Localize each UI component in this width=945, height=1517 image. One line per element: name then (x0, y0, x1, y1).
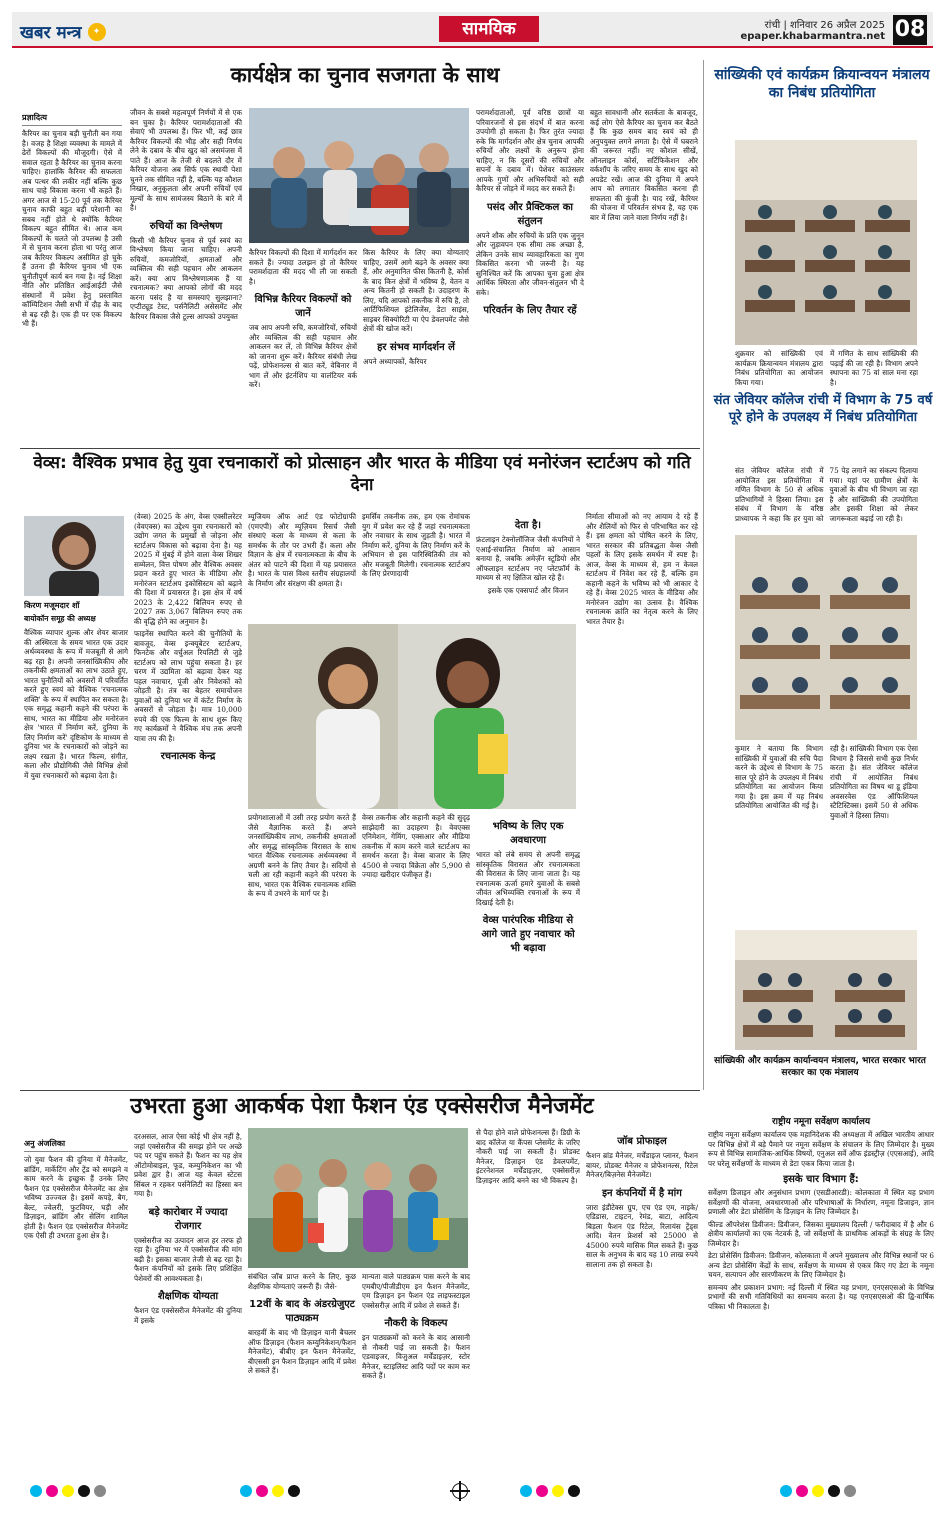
article2-pullquote: वेव्स पारंपरिक मीडिया से आगे जाते हुए नवाचार को भी बढ़ावा (481, 915, 575, 954)
color-dot (552, 1485, 564, 1497)
article2-col5 (476, 512, 580, 620)
registration-marks-right (520, 1485, 580, 1497)
article1-text: जब आप अपनी रुचि, कमजोरियों, रुचियों और व्यक्तित्व की सही पहचान और आकलन कर लें, तो विभिन्न कैरियर क्षेत्रों को जानना शुरू करें। कैरियर संबंधी लेख पढ़ें, प्रोफेशनल्स से बात करें, वेबिनार में भाग लें और इंटर्नशिप या वालंटियर वर्क करें। (249, 323, 357, 389)
article2-text: देता है। (514, 520, 542, 531)
article3-text: फैशन ब्रांड मैनेजर, मर्चेंडाइज प्लानर, फैशन बायर, प्रोडक्ट मैनेजर व प्रोफेशनल्स, रिटेल मैनेजर/बिज़नेस मैनेजमेंट। (586, 1151, 698, 1179)
article2-col5b (476, 813, 580, 1063)
sidebar1-headline: सांख्यिकी एवं कार्यक्रम क्रियान्वयन मंत्रालय का निबंध प्रतियोगिता (714, 67, 930, 102)
article2-col4: इमर्सिव तकनीक तक, हम एक रोमांचक युग में प्रवेश कर रहे हैं जहां रचनात्मकता और नवाचार के साथ जुड़ती है। भारत में निर्माण करें, दुनिया के लिए निर्माण करें के अभियान से इस पारिस्थितिकी तंत्र को और मजबूती मिलेगी। रचनात्मक स्टार्टअप के लिए प्रेरणादायी (362, 512, 470, 578)
article1-text: किसी भी कैरियर चुनाव से पूर्व स्वयं का विश्लेषण किया जाना चाहिए। अपनी रुचियों, कमजोरियों, क्षमताओं और व्यक्तित्व की सही पहचान और आकलन करें। क्या आप विश्लेषणात्मक हैं या रचनात्मक? क्या आपको लोगों की मदद करना पसंद है या समस्याएं सुलझाना? एप्टीट्यूड टेस्ट, पर्सनैलिटी असेसमेंट और कैरियर विकास जैसे टूल्स आपको उपयुक्त (130, 235, 242, 321)
article1-text: जीवन के सबसे महत्वपूर्ण निर्णयों में से एक बन चुका है। कैरियर परामर्शदाताओं की सेवाएं भी उपलब्ध हैं। फिर भी, कई छात्र कैरियर विकल्पों की भीड़ और सही निर्णय लेने के दबाव के बीच खुद को असमंजस में पाते हैं। आज के तेजी से बदलते दौर में कैरियर योजना अब सिर्फ एक स्थायी पेशा चुनने तक सीमित नहीं है, बल्कि यह कौशल निखार, अनुकूलता और अपनी रुचियों एवं मूल्यों के साथ सामंजस्य बिठाने के बारे में है। (130, 108, 242, 212)
article2-text: फ्रंटलाइन टेक्नोलॉजिज जैसी कंपनियों ने एआई-संचालित निर्माण को आसान बनाया है, जबकि अमेज़ॅन स्टूडियो और ऑफलाइन स्टार्टअप नए प्लेटफ़ॉर्म के माध्यम से नए क्षितिज खोल रहे हैं। (476, 535, 580, 582)
color-dot (828, 1485, 840, 1497)
article2-col6: निर्माता सीमाओं को नए आयाम दे रहे हैं और शैलियों को फिर से परिभाषित कर रहे हैं। इस क्षमता को पोषित करने के लिए, भारत सरकार की प्रतिबद्धता वेव्स जैसी पहलों के लिए इसके समर्थन में स्पष्ट है। आज, वेव्स के माध्यम से, हम न केवल स्टार्टअप में निवेश कर रहे हैं, बल्कि हम कहानी कहने के भविष्य को भी आकार दे रहे हैं। वेव्स 2025 भारत के मीडिया और मनोरंजन उद्योग का उत्सव है। वैश्विक रचनात्मक क्रांति का नेतृत्व करने के लिए भारत तैयार है। (586, 512, 698, 626)
date-line: रांची | शनिवार 26 अप्रैल 2025 (764, 20, 885, 31)
sidebar2-text: समन्वय और प्रकाशन प्रभाग: नई दिल्ली में स्थित यह प्रभाग, एनएसएसओ के विभिन्न प्रभागों की सभी गतिविधियों का समन्वय करता है। यह एनएसएसओ की द्वि-वार्षिक पत्रिका भी निकालता है। (708, 1282, 934, 1311)
brand-circle-icon: ✦ (88, 23, 106, 41)
article3-text: जो युवा फैशन की दुनिया में मैनेजमेंट, ब्रांडिंग, मार्केटिंग और ट्रेंड को समझने व काम करने के इच्छुक हैं उनके लिए फैशन एंड एक्सेसरीज मैनेजमेंट का क्षेत्र भविष्य उज्ज्वल है। इसमें कपड़े, बैग, बेल्ट, ज्वेलरी, फुटवियर, घड़ी और डिज़ाइन, ब्रांडिंग और सेलिंग शामिल होती है। फैशन एंड एक्सेसरीज मैनेजमेंट एक ऐसी ही उभरता हुआ क्षेत्र है। (24, 1155, 128, 1240)
article1-text: परामर्शदाताओं, पूर्व वरिष्ठ छात्रों या परिवारजनों से इस संदर्भ में बात करना उपयोगी हो सकता है। फिर तुरंत ज्यादा रुके कि मार्गदर्शन और क्षेत्र चुनाव आपकी रुचियों और लक्ष्यों के अनुरूप होना चाहिए, न कि दूसरों की रुचियों और सपनों के दबाव में। पेशेवर काउंसलर आपके गुणों और अभिरुचियों को सही कैरियर से जोड़ने में मदद कर सकते हैं। (476, 108, 584, 193)
page-number: 08 (893, 15, 927, 45)
article1-subhead: पसंद और प्रैक्टिकल का संतुलन (486, 201, 573, 227)
sidebar2-text: राष्ट्रीय नमूना सर्वेक्षण कार्यालय एक महानिदेशक की अध्यक्षता में अखिल भारतीय आधार पर विभिन्न क्षेत्रों में बड़े पैमाने पर नमूना सर्वेक्षण के संचालन के लिए जिम्मेदार है। मुख्य रूप से विभिन्न सामाजिक-आर्थिक विषयों, एनुअल सर्वे ऑफ इंडस्ट्रीज़ (एएसआई), आदि पर घरेलू सर्वेक्षणों के माध्यम से डेटा एकत्र किया जाता है। (708, 1130, 934, 1168)
color-dot (272, 1485, 284, 1497)
section-divider (20, 1090, 700, 1091)
article1-byline: प्रज्ञादित्य (22, 112, 122, 126)
article2-signoff: रचनात्मक केन्द्र (160, 751, 216, 762)
article3-text: जारा इंडीटेक्स ग्रुप, एच एंड एम, नाइके/एडिडास, टाइटन, रेमंड, बाटा, आदित्य बिड़ला फैशन एंड रिटेल, रिलायंस ट्रेंड्स आदि। वेतन फ्रेशर्स को 25000 से 45000 रुपये मासिक मिल सकते हैं। कुछ साल के अनुभव के बाद यह 10 लाख रुपये सालाना तक हो सकता है। (586, 1202, 698, 1269)
article3-subhead: 12वीं के बाद के अंडरग्रेजुएट पाठ्यक्रम (249, 1299, 355, 1324)
article3-text: फैशन एंड एक्सेसरीज मैनेजमेंट की दुनिया में इसके (134, 1306, 242, 1325)
column-divider (703, 60, 704, 1090)
sidebar2-subhead: इसके चार विभाग हैं: (783, 1174, 859, 1185)
article2-col3: म्यूजियम ऑफ आर्ट एंड फोटोग्राफी (एमएपी) और म्यूज़ियम रिसर्च जैसी संस्थाएं कला के माध्यम से कला के समर्थक के तौर पर उभरी हैं। कला और विज्ञान के क्षेत्र में रचनात्मकता के बीच के अंतर को पाटने की दिशा में यह प्रयासरत है। भारत के पास विश्व स्तरीय संग्रहालयों के निर्माण और संरक्षण की क्षमता है। (248, 512, 356, 588)
sidebar1-caption: रही है। सांख्यिकी विभाग एक ऐसा विभाग है जिससे सभी कुछ निर्भर करता है। संत जेवियर कॉलेज रांची में आयोजित निबंध प्रतियोगिता का विषय था डू इंडिया अवसरवेस एंड ऑफिशियल स्टैटिस्टिक्स। इसमें 50 से अधिक युवाओं ने हिस्सा लिया। (830, 744, 918, 820)
color-dot (46, 1485, 58, 1497)
article2-col4b: वेव्स तकनीक और कहानी कहने की सुदृढ़ साझेदारी का उदाहरण है। वेवएक्स एनिमेशन, गेमिंग, एक्सआर और मीडिया तकनीक में काम करने वाले स्टार्टअप का समर्थन करता है। वेव्स बाजार के लिए 4500 से ज्यादा विक्रेता और 5,900 से ज्यादा खरीदार पंजीकृत हैं। (362, 813, 470, 879)
color-dot (536, 1485, 548, 1497)
article1-text: कैरियर का चुनाव बड़ी चुनौती बन गया है। वजह है शिक्षा व्यवस्था के मामले में ढेरों विकल्पों की मौजूदगी। ऐसे में सवाल रहता है कैरियर का चुनाव करना चाहिए। हालांकि कैरियर की सफलता अब पत्थर की लकीर नहीं बल्कि कुछ साथ चाहे विकास करना भी कहते हैं। अगर आज से 15-20 पूर्व तक कैरियर चुनाव काफी बहुत बड़ी परेशानी का सबब नहीं होते थे क्योंकि कैरियर विकल्प बहुत सीमित थे। आज कम विकल्पों के चलते जो उपलब्ध है उसी में से चुनाव करना होता था परंतु आज जब कैरियर विकल्प असीमित हो चुके हैं उतना ही कैरियर चुनाव भी एक चुनौतीपूर्ण कार्य बन गया है। नई शिक्षा नीति और प्रतिष्ठित आईआईटी जैसे संस्थानों में प्रवेश हेतु प्रस्तावित कॉम्पिटिशन जैसी सभी में दौड़ के बाद से बढ़ रही है। एक ही पर एक विकल्प भी हैं। (22, 129, 122, 328)
article3-text: संबंधित जॉब प्राप्त करने के लिए, कुछ शैक्षणिक योग्यताएं जरूरी हैं। जैसे- (248, 1272, 356, 1291)
color-dot (94, 1485, 106, 1497)
exam-hall-photo (735, 140, 917, 345)
article3-subhead: नौकरी के विकल्प (384, 1318, 448, 1329)
article3-text: मान्यता वाले पाठ्यक्रम पास करने के बाद एमबीए/पीजीडीएम इन फैशन मैनेजमेंट, एम डिज़ाइन इन फैशन एंड लाइफस्टाइल एक्सेसरीज़ आदि में प्रवेश ले सकते हैं। (362, 1272, 470, 1310)
article2-headline: वेव्स: वैश्विक प्रभाव हेतु युवा रचनाकारों को प्रोत्साहन और भारत के मीडिया एवं मनोरंजन स्टार्टअप को गति देना (33, 453, 691, 496)
crosshair-icon (452, 1483, 468, 1499)
sidebar2-header: राष्ट्रीय नमूना सर्वेक्षण कार्यालय (771, 1117, 871, 1127)
article1-text: बहुत सावधानी और सतर्कता के बावजूद, कई लोग ऐसे कैरियर का चुनाव कर बैठते हैं कि कुछ समय बाद स्वयं को ही अनुपयुक्त लगने लगता है। ऐसे में घबराने की जरूरत नहीं। नए कौशल सीखें, ऑनलाइन कोर्स, सर्टिफिकेशन और वर्कशॉप के जरिए समय के साथ खुद को अपडेट रखें। आज की दुनिया में अपने आप को लगातार विकसित करना ही सफलता की कुंजी है। याद रखें, कैरियर की योजना में परिवर्तन संभव है, यह एक बार में लिया जाने वाला निर्णय नहीं है। (590, 108, 698, 222)
young-women-photo (248, 624, 576, 809)
article1-col2 (130, 108, 242, 443)
masthead (12, 12, 933, 48)
article3-subhead: बड़े कारोबार में ज्यादा रोजगार (148, 1206, 228, 1232)
article3-col6 (586, 1128, 698, 1462)
article1-col1 (22, 112, 122, 442)
article2-text: फाइनेंस स्थापित करने की चुनौतियों के बावजूद, वेव्स इन्क्यूबेटर स्टार्टअप, फिनटेक और वर्चुअल रियलिटी से जुड़े स्टार्टअप को लाभ पहुंचा सकता है। हर चरण में उद्यमिता को बढ़ावा देकर यह पहल नवाचार, पूंजी और निवेशकों को जोड़ती है। तंत्र का बेहतर समायोजन युवाओं को दुनिया भर में कंटेंट निर्माण के अवसरों से जोड़ता है। मात्र 10,000 रुपये की एक फिल्म के साथ शुरू किए गए कार्यक्रमों ने वैश्विक मंच तक अपनी यात्रा तय की है। (134, 629, 242, 743)
article3-col1 (24, 1138, 128, 1458)
article1-col4 (363, 248, 469, 443)
article3-col5: से पैदा होने वाले प्रोफेशनल्स हैं। डिग्री के बाद कॉलेज या कैंपस प्लेसमेंट के जरिए नौकरी पाई जा सकती है। प्रोडक्ट मैनेजर, डिज़ाइन एंड डेवलपमेंट, इंटरनेशनल मर्चेंडाइज़र, एक्सेसरीज़ डिज़ाइनर आदि बनने का भी विकल्प है। (476, 1128, 580, 1185)
article1-col6 (590, 108, 698, 443)
sidebar2-text: डेटा प्रोसेसिंग डिवीजन: डिवीजन, कोलकाता में अपने मुख्यालय और विभिन्न स्थानों पर 6 अन्य डेटा प्रोसेसिंग केंद्रों के साथ, सर्वेक्षण के माध्यम से एकत्र किए गए डेटा के नमूना चयन, सत्यापन और सारणीकरण के लिए जिम्मेदार है। (708, 1251, 934, 1279)
color-dot (62, 1485, 74, 1497)
article3-headline: उभरता हुआ आकर्षक पेशा फैशन एंड एक्सेसरीज मैनेजमेंट (130, 1094, 594, 1119)
article2-text: (वेव्स) 2025 के अंग, वेव्स एक्सीलरेटर (वेवएक्स) का उद्देश्य युवा रचनाकारों को उद्योग जगत के प्रमुखों से जोड़ना और स्टार्टअप विकास को बढ़ावा देना है। यह 2025 में मुंबई में होने वाला वेव्स शिखर सम्मेलन, वित्त पोषण और वैश्विक अवसर प्रदान करते हुए भारत के मीडिया और मनोरंजन स्टार्टअप इकोसिस्टम को बढ़ाने की दिशा में प्रयासरत है। इस क्षेत्र में वर्ष 2023 के 2,422 बिलियन रुपए से 2027 तक 3,067 बिलियन रुपए तक की वृद्धि होने का अनुमान है। (134, 512, 242, 626)
sidebar2-text: फील्ड ऑपरेशंस डिवीजन: डिवीजन, जिसका मुख्यालय दिल्ली / फरीदाबाद में है और 6 क्षेत्रीय कार्यालयों का एक नेटवर्क है, जो सर्वेक्षणों के प्राथमिक आंकड़ों के संग्रह के लिए जिम्मेदार है। (708, 1219, 934, 1248)
article3-subhead: शैक्षणिक योग्यता (157, 1291, 219, 1302)
article1-text: कैरियर विकल्पों की दिशा में मार्गदर्शन कर सकते हैं। ज्यादा उलझन हो तो कैरियर परामर्शदाता की मदद भी ली जा सकती है। (249, 248, 357, 286)
article1-col5 (476, 108, 584, 443)
article2-signoff: इसके एक एक्सपार्ट और विजन (487, 585, 569, 595)
article1-headline: कार्यक्षेत्र का चुनाव सजगता के साथ (230, 63, 500, 87)
article1-col3 (249, 248, 357, 443)
registration-marks-mid (240, 1485, 300, 1497)
color-dot (30, 1485, 42, 1497)
article1-subhead: हर संभव मार्गदर्शन लें (377, 341, 455, 353)
article2-text: भारत को लंबे समय से अपनी समृद्ध सांस्कृतिक विरासत और रचनात्मकता की विरासत के लिए जाना जाता है। यह रचनात्मक ऊर्जा हमारे युवाओं के सबसे जीवंत अभिव्यक्ति रचनाओं के रूप में दिखाई देती है। (476, 850, 580, 907)
article2-subhead: भविष्य के लिए एक अवधारणा (492, 821, 564, 846)
brand-name: खबर मन्त्र (20, 23, 82, 43)
sidebar1-body: संत जेवियर कॉलेज रांची में आयोजित इस प्रतियोगिता में गणित विभाग के 50 से अधिक प्रतिभागियों ने हिस्सा लिया। इस संबंध में विभाग के वरिष्ठ प्राध्यापक ने कहा कि हर युवा को 75 पेड़ लगाने का संकल्प दिलाया गया। यहां पर ग्रामीण क्षेत्रों के युवाओं के बीच भी विभाग जा रहा है और सांख्यिकी की उपयोगिता और इसकी शिक्षा को लेकर जागरूकता बढ़ाई जा रही है। (735, 466, 918, 523)
article3-text: एक्सेसरीज का उत्पादन आज हर तरफ हो रहा है। दुनिया भर में एक्सेसरीज की मांग बढ़ी है। इसका बाजार तेजी से बढ़ रहा है। फैशन कंपनियों को इसके लिए प्रशिक्षित पेशेवरों की आवश्यकता है। (134, 1235, 242, 1283)
color-dot (780, 1485, 792, 1497)
epaper-url[interactable]: epaper.khabarmantra.net (740, 31, 885, 42)
article3-byline: अनु अंजलिका (24, 1138, 128, 1152)
color-dot (568, 1485, 580, 1497)
article2-col1: वैश्विक व्यापार शुल्क और शेयर बाजार की अस्थिरता के समय भारत एक उदार अर्थव्यवस्था के रूप में मजबूती से आगे बढ़ रहा है। अपनी जनसांख्यिकीय और तकनीकी क्षमताओं का लाभ उठाते हुए, भारत चुनौतियों को अवसरों में परिवर्तित करते हुए स्वयं को वैश्विक 'रचनात्मक शक्ति' के रूप में स्थापित कर सकता है। एक समृद्ध कहानी कहने की परंपरा के साथ, भारत का मीडिया और मनोरंजन क्षेत्र 'भारत में निर्माण करें, दुनिया के लिए निर्माण करें' दृष्टिकोण के माध्यम से दुनिया भर के रचनाकारों को जोड़ने का लक्ष्य रखता है। भारत फिल्म, संगीत, कला और प्रौद्योगिकी जैसे विभिन्न क्षेत्रों में युवा रचनाकारों को बढ़ावा देता है। (24, 628, 128, 780)
color-dot (812, 1485, 824, 1497)
author-title: बायोकॉन समूह की अध्यक्ष (24, 614, 96, 623)
fashion-photo (248, 1128, 468, 1268)
sidebar1-caption: में गणित के साथ सांख्यिकी की पढ़ाई की जा रही है। विभाग अपने स्थापना का 75 वां साल मना रहा है। (830, 349, 918, 387)
article1-text: अपने अध्यापकों, कैरियर (363, 356, 427, 366)
sidebar2-text: सर्वेक्षण डिजाइन और अनुसंधान प्रभाग (एसडीआरडी): कोलकाता में स्थित यह प्रभाग सर्वेक्षणों की योजना, अवधारणाओं और परिभाषाओं के निर्धारण, नमूना डिजाइन, ज्ञान प्रणाली और डेटा प्रोसेसिंग के डिज़ाइन के लिए जिम्मेदार है। (708, 1188, 934, 1216)
article3-subhead: इन कंपनियों में है मांग (602, 1187, 682, 1199)
article3-subhead: जॉब प्रोफाइल (617, 1136, 667, 1147)
sidebar2 (708, 1114, 934, 1464)
article3-text: बारहवीं के बाद भी डिज़ाइन यानी बैचलर ऑफ डिज़ाइन (फैशन कम्युनिकेशन/फैशन मैनेजमेंट), बीबीए इन फैशन मैनेजमेंट, बीएससी इन फैशन डिज़ाइन आदि में प्रवेश ले सकते हैं। (248, 1328, 356, 1375)
color-dot (256, 1485, 268, 1497)
article1-subhead: विभिन्न कैरियर विकल्पों को जानें (254, 294, 352, 319)
article2-col3b: प्रयोगशालाओं में उसी तरह प्रयोग करते हैं जैसे वैज्ञानिक करते हैं। अपने जनसांख्यिकीय लाभ, तकनीकी क्षमताओं और समृद्ध सांस्कृतिक विरासत के साथ भारत वैश्विक रचनात्मक अर्थव्यवस्था में अग्रणी बनने के लिए तैयार है। सदियों से चली आ रही कहानी कहने की परंपरा के साथ, भारत एक वैश्विक रचनात्मक शक्ति के रूप में उभरने के मार्ग पर है। (248, 813, 356, 898)
author-name: किरण मजूमदार शॉ (24, 601, 80, 610)
article3-col2 (134, 1132, 242, 1460)
students-writing-photo (735, 535, 917, 740)
brand-logo[interactable] (20, 20, 106, 43)
color-dot (520, 1485, 532, 1497)
section-divider (20, 448, 700, 449)
article3-col4 (362, 1272, 470, 1462)
registration-marks-far-right (780, 1485, 856, 1497)
article3-text: इन पाठ्यक्रमों को करने के बाद आसानी से नौकरी पाई जा सकती है। फैशन एडवाइजर, विजुअल मर्चेंडाइज़र, स्टोर मैनेजर, स्टाइलिस्ट आदि पदों पर काम कर सकते हैं। (362, 1333, 470, 1380)
author-photo (24, 516, 124, 596)
color-dot (844, 1485, 856, 1497)
students-photo (249, 108, 469, 243)
competition-photo (735, 930, 917, 1050)
color-dot (240, 1485, 252, 1497)
article3-text: दरअसल, आज ऐसा कोई भी क्षेत्र नहीं है, जहां एक्सेसरीज की समझ होने पर अच्छे पद पर पहुंच सकते हैं। फैशन का यह क्षेत्र ऑटोमोबाइल, फूड, कम्युनिकेशन का भी प्रवेश द्वार है। आज यह केवल स्टेटस सिंबल न रहकर पर्सनैलिटी का हिस्सा बन गया है। (134, 1132, 242, 1198)
article1-subhead: परिवर्तन के लिए तैयार रहें (483, 305, 577, 316)
sidebar1-subheadline: संत जेवियर कॉलेज रांची में विभाग के 75 वर्ष पूरे होने के उपलक्ष्य में निबंध प्रतियोगिता (713, 393, 933, 426)
article1-text: अपने शौक और रुचियों के प्रति एक जुनून और जुड़ावपन एक सीमा तक अच्छा है, लेकिन उनके साथ व्यावहारिकता का गुण विकसित करना भी जरूरी है। यह सुनिश्चित करें कि आपका चुना हुआ क्षेत्र आर्थिक स्थिरता और जीवन-संतुलन भी दे सके। (476, 230, 584, 297)
sidebar1-caption: शुक्रवार को सांख्यिकी एवं कार्यक्रम क्रियान्वयन मंत्रालय द्वारा निबंध प्रतियोगिता का आयोजन किया गया। (735, 349, 823, 387)
article1-text: किस कैरियर के लिए क्या योग्यताएं चाहिए, उसमें आगे बढ़ने के अवसर क्या हैं, और अनुमानित फीस कितनी है, कोर्स के बाद किन क्षेत्रों में भविष्य है, वेतन व अन्य कितनी हो सकती है। उदाहरण के लिए, यदि आपको तकनीक में रुचि है, तो आर्टिफिशियल इंटेलिजेंस, डेटा साइंस, साइबर सिक्योरिटी या ऐप डेवलपमेंट जैसे क्षेत्रों की खोज करें। (363, 248, 469, 333)
section-label: सामयिक (439, 16, 539, 42)
article1-subhead: रुचियों का विश्लेषण (149, 220, 223, 232)
sidebar1-caption: कुमार ने बताया कि विभाग सांख्यिकी में युवाओं की रुचि पैदा करने के उद्देश्य से विभाग के 75 साल पूरे होने के उपलक्ष्य में निबंध प्रतियोगिता का आयोजन किया गया है। इस क्रम में यह निबंध प्रतियोगिता आयोजित की गई है। (735, 744, 823, 810)
registration-marks-left (30, 1485, 106, 1497)
sidebar1-photo-caption: सांख्यिकी और कार्यक्रम कार्यान्वयन मंत्रालय, भारत सरकार भारत सरकार का एक मंत्रालय (714, 1056, 926, 1078)
dateline (740, 17, 885, 42)
color-dot (78, 1485, 90, 1497)
color-dot (796, 1485, 808, 1497)
article3-col3 (248, 1272, 356, 1462)
article2-col2 (134, 512, 242, 1062)
color-dot (288, 1485, 300, 1497)
